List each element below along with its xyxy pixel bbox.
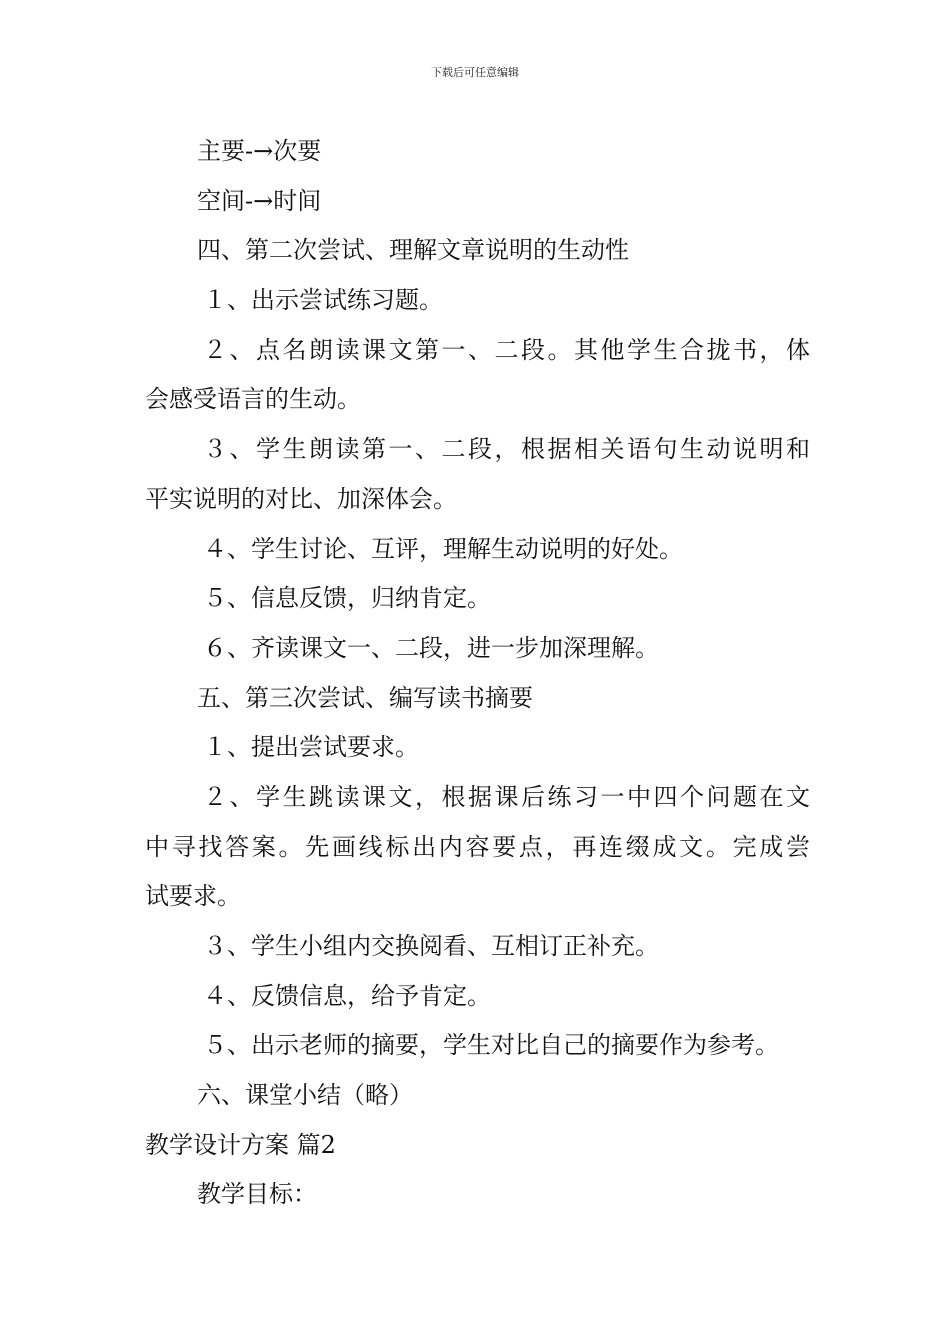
text-line: 试要求。 xyxy=(145,882,241,911)
document-title: 教学设计方案 篇2 xyxy=(145,1130,336,1159)
section-heading: 五、第三次尝试、编写读书摘要 xyxy=(197,683,533,712)
list-item: １、提出尝试要求。 xyxy=(203,733,419,762)
section-heading: 四、第二次尝试、理解文章说明的生动性 xyxy=(197,236,629,265)
list-item: ３、学生朗读第一、二段，根据相关语句生动说明和 xyxy=(203,435,810,464)
list-item: ５、出示老师的摘要，学生对比自己的摘要作为参考。 xyxy=(203,1031,779,1060)
text-line: 空间-→时间 xyxy=(197,186,322,215)
section-heading: 教学目标： xyxy=(197,1180,317,1209)
section-heading: 六、课堂小结（略） xyxy=(197,1081,413,1110)
text-line: 主要-→次要 xyxy=(197,137,322,165)
text-line: 会感受语言的生动。 xyxy=(145,385,361,414)
list-item: ２、点名朗读课文第一、二段。其他学生合拢书，体 xyxy=(203,335,810,364)
list-item: ４、反馈信息，给予肯定。 xyxy=(203,981,491,1010)
list-item: ３、学生小组内交换阅看、互相订正补充。 xyxy=(203,932,659,960)
list-item: ５、信息反馈，归纳肯定。 xyxy=(203,584,491,613)
list-item: １、出示尝试练习题。 xyxy=(203,286,443,315)
list-item: ４、学生讨论、互评，理解生动说明的好处。 xyxy=(203,534,683,563)
list-item: ６、齐读课文一、二段，进一步加深理解。 xyxy=(203,633,659,662)
list-item: ２、学生跳读课文，根据课后练习一中四个问题在文 xyxy=(203,782,810,811)
text-line: 中寻找答案。先画线标出内容要点，再连缀成文。完成尝 xyxy=(145,832,810,861)
page-header: 下载后可任意编辑 xyxy=(431,66,519,79)
document-body xyxy=(145,127,810,1220)
text-line: 平实说明的对比、加深体会。 xyxy=(145,484,457,513)
